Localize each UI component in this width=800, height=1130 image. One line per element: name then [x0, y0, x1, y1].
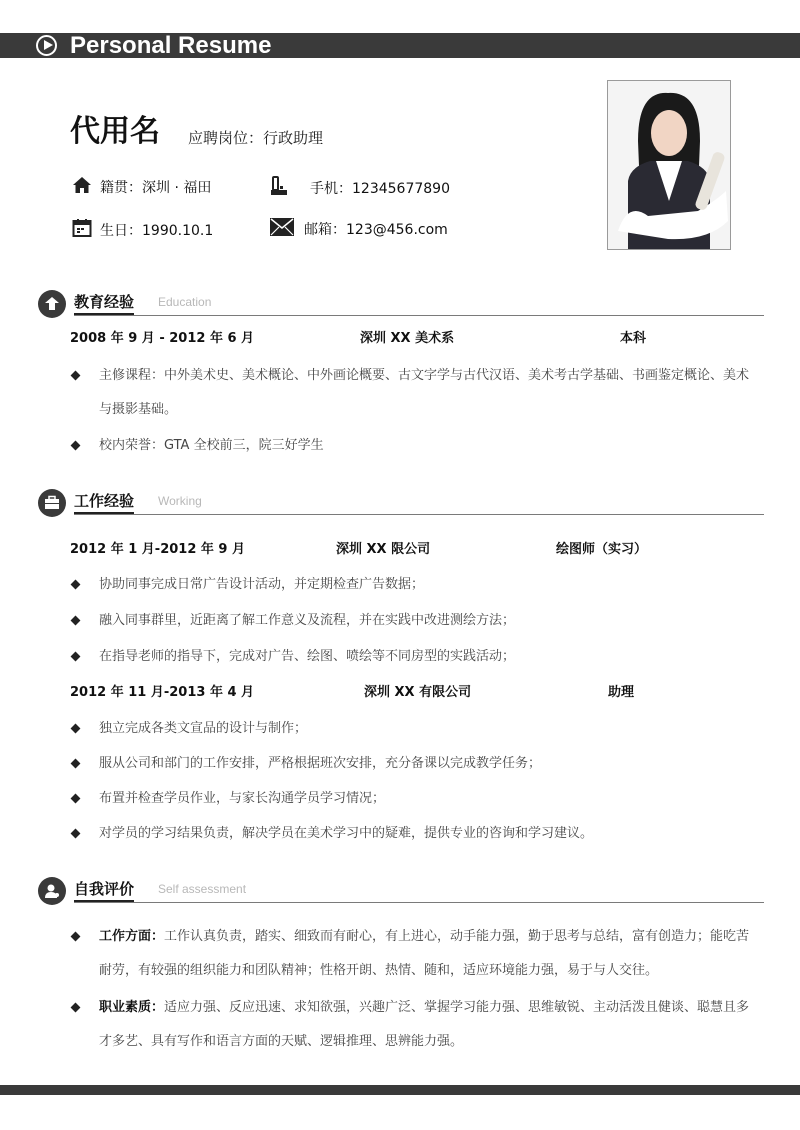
job-role: 绘图师（实习）	[556, 542, 648, 557]
education-section-header	[38, 290, 764, 320]
self-title-en: Self assessment	[158, 882, 247, 896]
education-degree: 本科	[620, 331, 647, 346]
birthday-row	[72, 218, 213, 244]
candidate-name: 代用名	[70, 114, 160, 149]
list-item	[72, 640, 752, 674]
hometown-row	[72, 176, 211, 200]
work-title: 工作经验	[74, 491, 134, 514]
header-bar	[0, 33, 800, 58]
education-period: 2008 年 9 月 - 2012 年 6 月	[70, 331, 255, 346]
list-item-text: 主修课程：中外美术史、美术概论、中外画论概要、古文字学与古代汉语、美术考古学基础、书画鉴定概论、美术与摄影基础。	[99, 368, 750, 417]
job-company: 深圳 XX 限公司	[336, 542, 431, 557]
list-item-text: 服从公司和部门的工作安排，严格根据班次安排，充分备课以完成教学任务；	[99, 756, 542, 771]
job-period: 2012 年 11 月-2013 年 4 月	[70, 685, 255, 700]
play-icon	[36, 35, 57, 56]
list-item-text: 融入同事群里，近距离了解工作意义及流程，并在实践中改进测绘方法；	[99, 613, 516, 628]
list-item-text: 校内荣誉：GTA 全校前三，院三好学生	[99, 438, 324, 453]
self-text: 适应力强、反应迅速、求知欲强，兴趣广泛、掌握学习能力强、思维敏锐、主动活泼且健谈、聪慧且多才多艺、具有写作和语言方面的天赋、逻辑推理、思辨能力强。	[99, 1000, 750, 1049]
self-text: 工作认真负责，踏实、细致而有耐心，有上进心，动手能力强，勤于思考与总结，富有创造力；能吃苦耐劳，有较强的组织能力和团队精神；性格开朗、热情、随和，适应环境能力强，易于与人交往。	[99, 929, 750, 978]
self-title: 自我评价	[74, 879, 134, 902]
job-company: 深圳 XX 有限公司	[364, 685, 472, 700]
phone-text: 手机：12345677890	[310, 181, 450, 197]
birthday-text: 生日：1990.10.1	[100, 223, 214, 239]
list-item	[72, 817, 752, 851]
profile-photo	[607, 80, 731, 250]
list-item-text: 在指导老师的指导下，完成对广告、绘图、喷绘等不同房型的实践活动；	[99, 649, 516, 664]
list-item-text: 协助同事完成日常广告设计活动，并定期检查广告数据；	[99, 577, 425, 592]
home-icon	[72, 176, 92, 200]
self-label: 工作方面：	[99, 929, 165, 944]
applied-position: 应聘岗位：行政助理	[188, 129, 324, 147]
person-icon	[38, 877, 66, 905]
list-item	[72, 747, 752, 781]
list-item	[72, 359, 752, 427]
list-item-text: 布置并检查学员作业，与家长沟通学员学习情况；	[99, 791, 386, 806]
phone-icon	[270, 176, 288, 202]
list-item	[72, 782, 752, 816]
phone-row	[270, 176, 450, 202]
list-item	[72, 568, 752, 602]
list-item	[72, 712, 752, 746]
list-item	[72, 429, 752, 463]
hometown-text: 籍贯：深圳 · 福田	[100, 180, 212, 196]
resume-title: Personal Resume	[70, 32, 272, 59]
briefcase-icon	[38, 489, 66, 517]
job-role: 助理	[608, 685, 635, 700]
calendar-icon	[72, 218, 92, 244]
divider	[74, 315, 764, 316]
list-item	[72, 604, 752, 638]
list-item-text: 独立完成各类文宣品的设计与制作；	[99, 721, 308, 736]
job-period: 2012 年 1 月-2012 年 9 月	[70, 542, 246, 557]
divider	[74, 514, 764, 515]
education-title-en: Education	[158, 295, 212, 309]
divider	[74, 902, 764, 903]
work-section-header	[38, 489, 764, 519]
mail-icon	[270, 218, 294, 242]
graduation-icon	[38, 290, 66, 318]
list-item	[72, 920, 752, 988]
education-title: 教育经验	[74, 292, 134, 315]
list-item-text: 对学员的学习结果负责，解决学员在美术学习中的疑难，提供专业的咨询和学习建议。	[99, 826, 594, 841]
education-school: 深圳 XX 美术系	[360, 331, 455, 346]
email-row	[270, 218, 448, 242]
footer-bar	[0, 1085, 800, 1095]
list-item	[72, 991, 752, 1059]
work-title-en: Working	[158, 494, 202, 508]
self-label: 职业素质：	[99, 1000, 165, 1015]
self-section-header	[38, 877, 764, 907]
email-text: 邮箱：123@456.com	[304, 222, 448, 238]
